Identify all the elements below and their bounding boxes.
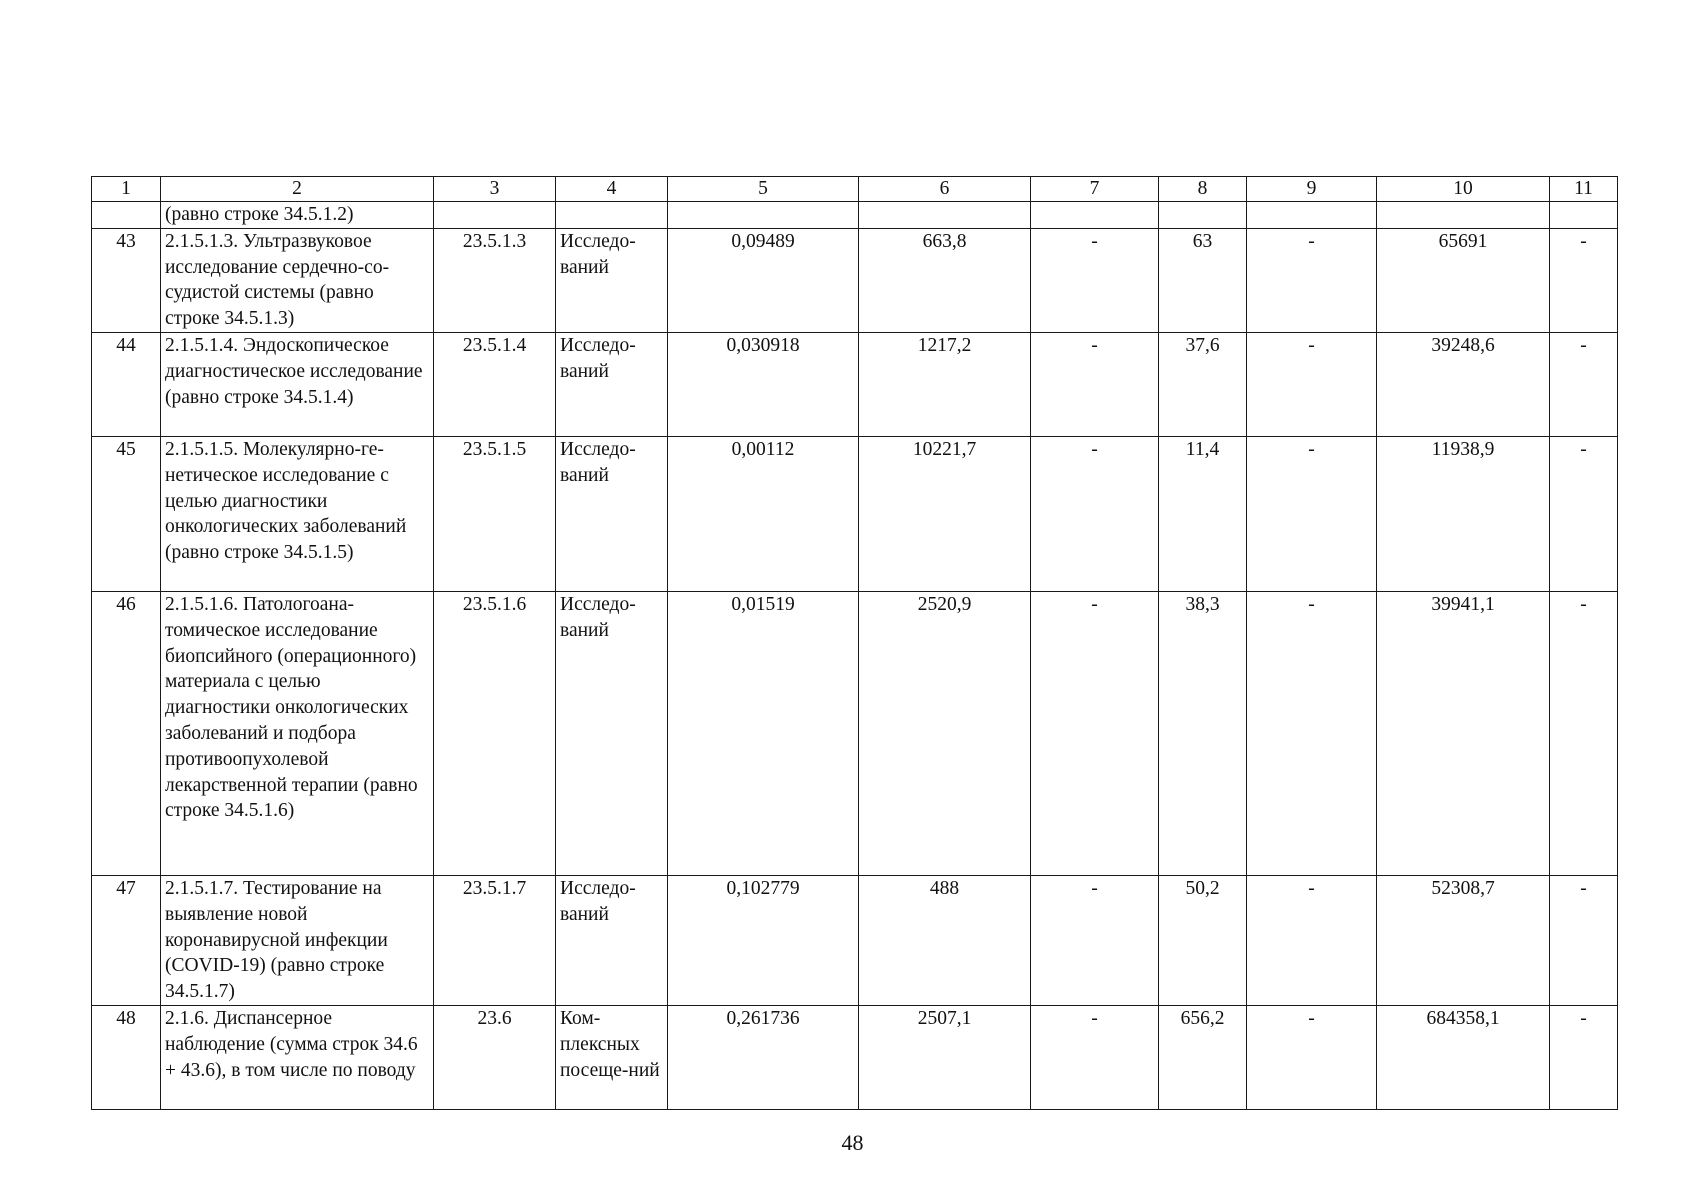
table-cell: [1247, 202, 1377, 229]
table-cell: 50,2: [1159, 875, 1247, 1005]
row-number: 48: [92, 1005, 161, 1109]
table-cell: -: [1247, 1005, 1377, 1109]
table-cell: -: [1031, 875, 1159, 1005]
table-cell: -: [1031, 1005, 1159, 1109]
table-row: [92, 591, 1618, 875]
table-cell-code: 23.5.1.4: [434, 332, 556, 436]
table-cell: -: [1550, 228, 1618, 332]
table-cell: -: [1550, 436, 1618, 591]
table-cell-name: 2.1.5.1.6. Патологоана-томическое исследование биопсийного (операционного) материала с целью диагностики онкологических заболеваний и подбора противоопухолевой лекарственной терапии (равно строке 34.5.1.6): [161, 591, 434, 875]
table-cell: [92, 202, 161, 229]
table-cell: [556, 202, 668, 229]
column-header: 7: [1031, 177, 1159, 202]
table-cell: 656,2: [1159, 1005, 1247, 1109]
table-cell: 663,8: [859, 228, 1031, 332]
table-cell: -: [1031, 436, 1159, 591]
column-header: 11: [1550, 177, 1618, 202]
table-cell-code: 23.5.1.5: [434, 436, 556, 591]
column-header: 4: [556, 177, 668, 202]
table-cell-unit: Ком-плексных посеще-ний: [556, 1005, 668, 1109]
table-cell: -: [1247, 436, 1377, 591]
table-cell-unit: Исследо-ваний: [556, 332, 668, 436]
table-cell: -: [1247, 228, 1377, 332]
table-cell: 52308,7: [1377, 875, 1550, 1005]
column-header: 8: [1159, 177, 1247, 202]
table-cell: -: [1247, 591, 1377, 875]
table-cell-code: 23.5.1.7: [434, 875, 556, 1005]
table-cell: [668, 202, 859, 229]
data-table: [91, 176, 1618, 1110]
table-cell: 2507,1: [859, 1005, 1031, 1109]
table-cell: -: [1550, 1005, 1618, 1109]
table-cell: 0,01519: [668, 591, 859, 875]
table-cell: -: [1550, 591, 1618, 875]
table-cell: 0,102779: [668, 875, 859, 1005]
table-cell: -: [1031, 332, 1159, 436]
table-cell: [1159, 202, 1247, 229]
table-cell: -: [1247, 332, 1377, 436]
table-row: [92, 1005, 1618, 1109]
table-cell: -: [1550, 332, 1618, 436]
row-number: 44: [92, 332, 161, 436]
table-cell: 0,261736: [668, 1005, 859, 1109]
table-cell: 10221,7: [859, 436, 1031, 591]
row-number: 46: [92, 591, 161, 875]
table-cell: 684358,1: [1377, 1005, 1550, 1109]
table-row: [92, 332, 1618, 436]
table-cell: [859, 202, 1031, 229]
table-cell: 39248,6: [1377, 332, 1550, 436]
continuation-row: [92, 202, 1618, 229]
table-cell: 11,4: [1159, 436, 1247, 591]
column-header: 2: [161, 177, 434, 202]
table-cell: -: [1247, 875, 1377, 1005]
table-cell: -: [1031, 228, 1159, 332]
table-cell-unit: Исследо-ваний: [556, 875, 668, 1005]
table-cell: -: [1031, 591, 1159, 875]
table-cell-name: 2.1.5.1.4. Эндоскопическое диагностическое исследование (равно строке 34.5.1.4): [161, 332, 434, 436]
table-cell: 0,030918: [668, 332, 859, 436]
column-header: 10: [1377, 177, 1550, 202]
table-cell-name: 2.1.5.1.5. Молекулярно-ге-нетическое исследование с целью диагностики онкологических заболеваний (равно строке 34.5.1.5): [161, 436, 434, 591]
table-cell: 488: [859, 875, 1031, 1005]
row-number: 45: [92, 436, 161, 591]
column-header: 6: [859, 177, 1031, 202]
table-row: [92, 875, 1618, 1005]
table-cell: [1550, 202, 1618, 229]
table-cell-code: 23.5.1.6: [434, 591, 556, 875]
column-header: 9: [1247, 177, 1377, 202]
table-cell: 65691: [1377, 228, 1550, 332]
table-cell: -: [1550, 875, 1618, 1005]
table-cell: 1217,2: [859, 332, 1031, 436]
table-cell: 0,00112: [668, 436, 859, 591]
page-number: 48: [841, 1130, 864, 1155]
column-header: 3: [434, 177, 556, 202]
table-cell: 63: [1159, 228, 1247, 332]
table-cell: 0,09489: [668, 228, 859, 332]
table-cell: 2520,9: [859, 591, 1031, 875]
column-header: 1: [92, 177, 161, 202]
table-cell-unit: Исследо-ваний: [556, 436, 668, 591]
table-cell-name: 2.1.6. Диспансерное наблюдение (сумма строк 34.6 + 43.6), в том числе по поводу: [161, 1005, 434, 1109]
table-cell-code: 23.5.1.3: [434, 228, 556, 332]
table-cell: 38,3: [1159, 591, 1247, 875]
row-number: 47: [92, 875, 161, 1005]
table-cell: [1377, 202, 1550, 229]
header-row: [92, 177, 1618, 202]
table-cell-name: 2.1.5.1.3. Ультразвуковое исследование сердечно-со-судистой системы (равно строке 34.5.1.3): [161, 228, 434, 332]
table-cell-code: 23.6: [434, 1005, 556, 1109]
column-header: 5: [668, 177, 859, 202]
table-row: [92, 228, 1618, 332]
table-row: [92, 436, 1618, 591]
table-cell: 37,6: [1159, 332, 1247, 436]
table-cell-unit: Исследо-ваний: [556, 228, 668, 332]
row-number: 43: [92, 228, 161, 332]
table-cell: [1031, 202, 1159, 229]
table-cell-name: 2.1.5.1.7. Тестирование на выявление новой коронавирусной инфекции (COVID-19) (равно строке 34.5.1.7): [161, 875, 434, 1005]
table-cell-name: (равно строке 34.5.1.2): [161, 202, 434, 229]
table-cell-unit: Исследо-ваний: [556, 591, 668, 875]
table-cell: 39941,1: [1377, 591, 1550, 875]
table-cell: 11938,9: [1377, 436, 1550, 591]
table-cell: [434, 202, 556, 229]
